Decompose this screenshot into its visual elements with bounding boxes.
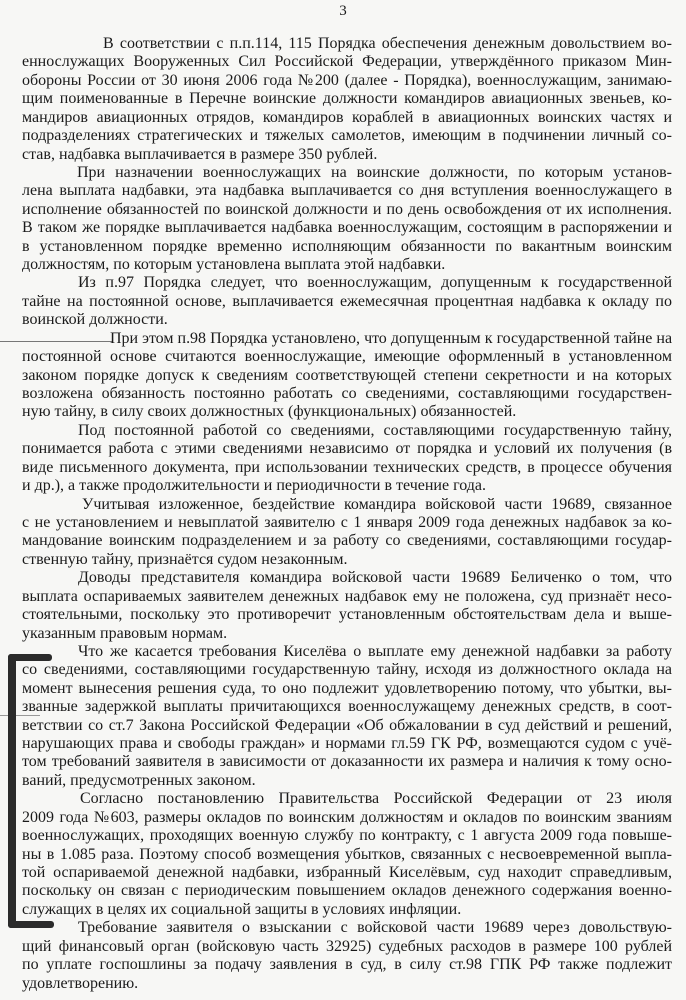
text-line: обороны России от 30 июня 2006 года №200 (далее - Порядка), военнослужащим, занимаю- [22,71,672,89]
text-line: выплата оспариваемых заявителем денежных надбавок ему не положена, суд признаёт несо- [22,587,672,605]
text-line: 2009 года №603, размеры окладов по воинским должностям и окладов по воинским званиям [22,808,672,826]
page-number: 3 [339,3,347,19]
paragraph [22,496,672,570]
text-line: ны в 1.085 раза. Поэтому способ возмещения убытков, связанных с несвоевременной выпла- [22,845,672,863]
text-line: служащих в целях их социальной защиты в условиях инфляции. [22,900,462,918]
text-line: исполнение обязанностей по воинской должности и по день освобождения от их исполнения. [22,200,672,218]
paragraph [22,164,672,275]
text-line: ную тайну, в силу своих должностных (функциональных) обязанностей. [22,403,517,421]
text-line: Из п.97 Порядка следует, что военнослужащим, допущенным к государственной [78,274,672,292]
text-line: том требований заявителя в зависимости от доказанности их размера и наличия к тому осно- [22,753,672,771]
text-line: в установленном порядке временно исполняющим обязанности по вакантным воинским [22,237,672,255]
text-line: указанным правовым нормам. [22,624,228,642]
text-line: щим поименованные в Перечне воинские должности командиров авиационных звеньев, ко- [22,90,672,108]
text-line: постоянной основе считаются военнослужащие, имеющие оформленный в установленном [22,348,672,366]
text-line: ственную тайну, признаётся судом незаконным. [22,550,348,568]
text-line: законом порядке допуск к сведениям соответствующей степени секретности и на которых [22,366,672,384]
document-body [22,35,672,993]
text-line: ветствии со ст.7 Закона Российской Федерации «Об обжаловании в суд действий и решений, [22,716,672,734]
text-line: военнослужащих, проходящих военную службу по контракту, с 1 августа 2009 года повыше- [22,827,672,845]
text-line: В соответствии с п.п.114, 115 Порядка обеспечения денежным довольствием во- [103,35,672,52]
text-line: Согласно постановлению Правительства Российской Федерации от 23 июля [80,790,672,808]
text-line: мандиров авиационных отрядов, командиров кораблей в авиационных воинских частях и [22,108,672,126]
margin-bracket-top [8,654,52,661]
text-line: с не установлением и невыплатой заявителю с 1 января 2009 года денежных надбавок за ко- [22,513,672,531]
text-line: Требование заявителя о взыскании с войсковой части 19689 через довольствую- [78,919,672,937]
text-line: При этом п.98 Порядка установлено, что допущенным к государственной тайне на [110,329,672,347]
text-line: возложена обязанность постоянно работать со сведениями, составляющими государствен- [22,385,672,403]
text-line: виде письменного документа, при использовании технических средств, в процессе обучения [22,458,672,476]
margin-bracket-bottom [8,921,54,928]
text-line: став, надбавка выплачивается в размере 350 рублей. [22,145,378,163]
paragraph [22,569,672,643]
paragraph [22,422,672,496]
text-line: той оспариваемой денежной надбавки, избранный Киселёвым, суд находит справедливым, [22,863,672,881]
text-line: еннослужащих Вооруженных Сил Российской Федерации, утверждённого приказом Мин- [22,53,672,71]
text-line: подразделениях стратегических и тяжелых самолетов, имеющим в подчинении личный со- [22,127,672,145]
text-line: нарушающих права и свободы граждан» и нормами гл.59 ГК РФ, возмещаются судом с учё- [22,735,672,753]
text-line: Что же касается требования Киселёва о выплате ему денежной надбавки за работу [78,642,672,660]
margin-bracket-marker [8,654,16,928]
text-line: момент вынесения решения суда, то оно подлежит удовлетворению потому, что убытки, вы- [22,679,672,697]
text-line: понимается работа с этими сведениями независимо от порядка и условий их получения (в [22,440,672,458]
text-line: ваний, предусмотренных законом. [22,771,256,789]
paragraph [22,274,672,329]
text-line: В таком же порядке выплачивается надбавка военнослужащим, состоящим в распоряжении и [22,219,672,237]
text-line: тайне на постоянной основе, выплачивается ежемесячная процентная надбавка к окладу по [22,292,672,310]
text-line: мандование воинским подразделением и за работу со сведениями, составляющими государ- [22,532,672,550]
text-line: удовлетворению. [22,974,139,992]
text-line: должностям, по которым установлена выплата этой надбавки. [22,256,446,274]
text-line: со сведениями, составляющими государственную тайну, исходя из должностного оклада на [22,661,672,679]
paragraph [22,330,672,422]
text-line: Учитывая изложенное, бездействие командира войсковой части 19689, связанное [82,495,672,513]
paragraph [22,643,672,790]
text-line: стоятельными, поскольку это противоречит установленным обстоятельствам дела и выше- [22,606,672,624]
paragraph [22,790,672,919]
text-line: щий финансовый орган (войсковую часть 32925) судебных расходов в размере 100 рублей [22,937,672,955]
text-line: воинской должности. [22,311,168,329]
paragraph [22,919,672,993]
text-line: поскольку он связан с периодическим повышением окладов денежного содержания военно- [22,882,672,900]
text-line: званные задержкой выплаты причитающихся военнослужащему денежных средств, в соот- [22,698,672,716]
text-line: лена выплата надбавки, эта надбавка выплачивается со дня вступления военнослужащего в [22,182,672,200]
text-line: Доводы представителя командира войсковой части 19689 Беличенко о том, что [78,569,672,587]
text-line: и др.), а также продолжительности и периодичности в течение года. [22,477,487,495]
text-line: по уплате госпошлины за подачу заявления в суд, в силу ст.98 ГПК РФ также подлежит [22,956,672,974]
paragraph [22,35,672,164]
text-line: При назначении военнослужащих на воинские должности, по которым установ- [77,163,672,181]
text-line: Под постоянной работой со сведениями, составляющими государственную тайну, [78,421,672,439]
